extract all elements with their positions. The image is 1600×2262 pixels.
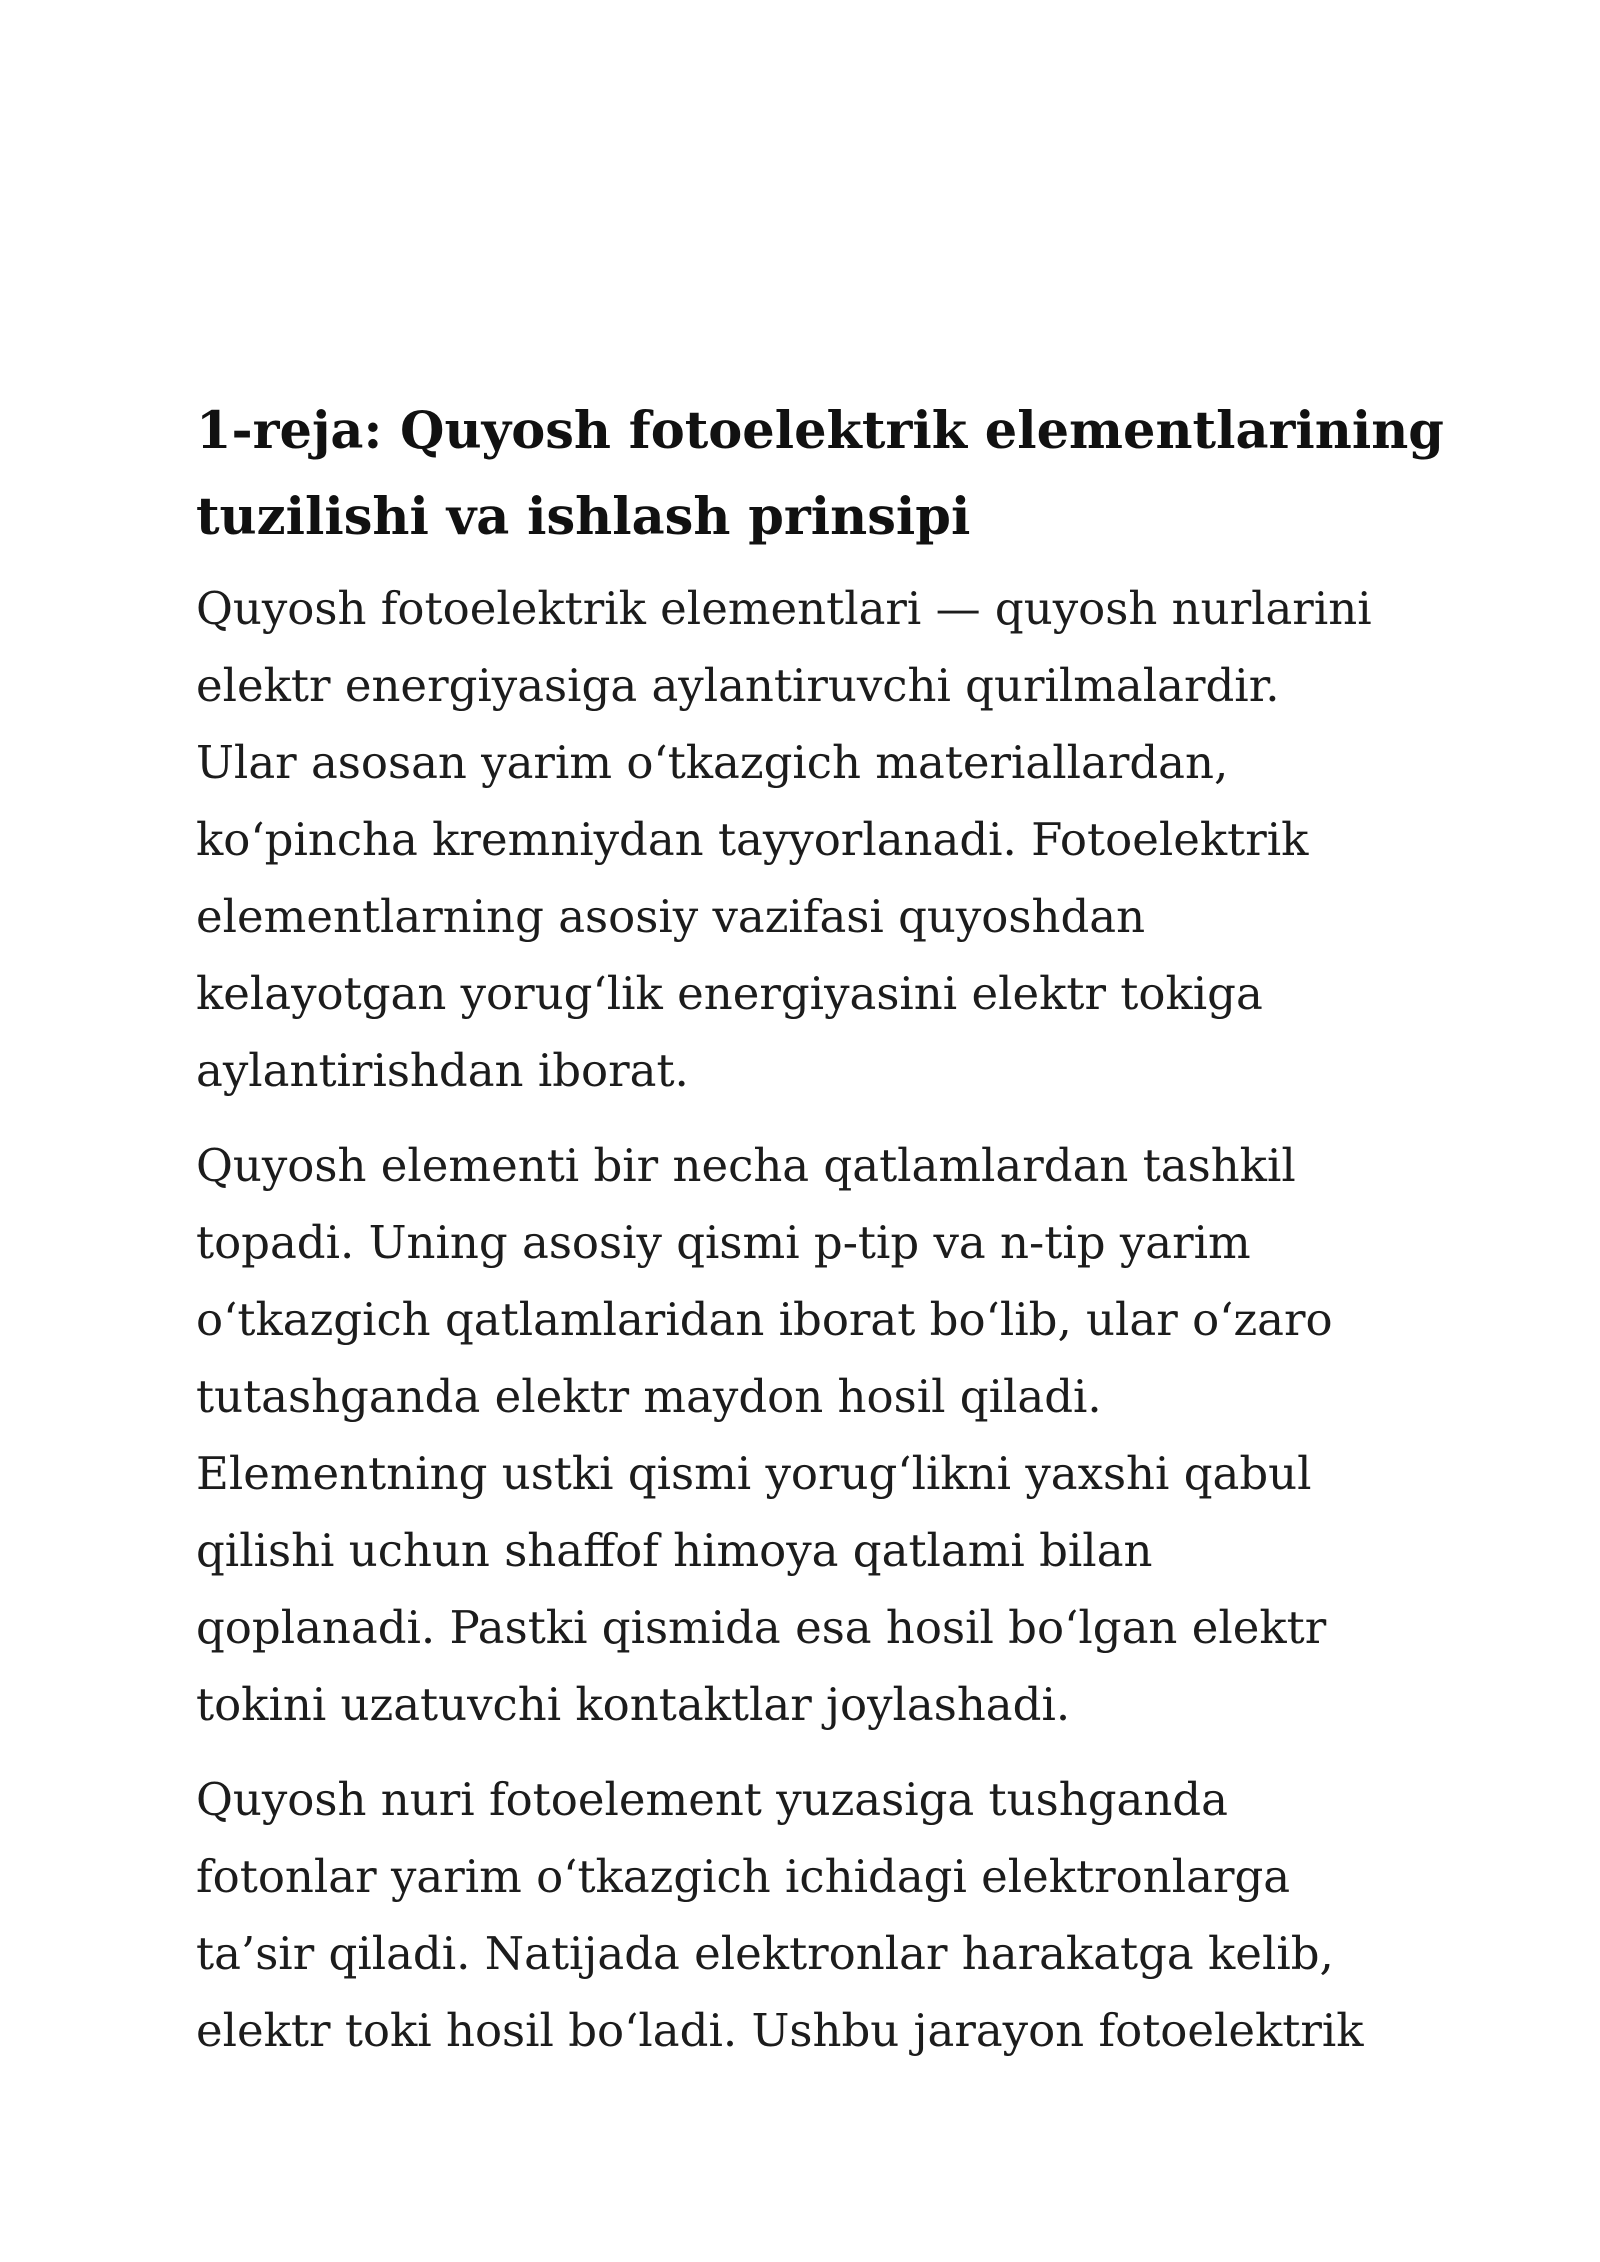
text-line: elektr toki hosil bo‘ladi. Ushbu jarayon fotoelektrik: [196, 2004, 1364, 2057]
text-line: aylantirishdan iborat.: [196, 1044, 689, 1097]
text-line: kelayotgan yorug‘lik energiyasini elektr tokiga: [196, 967, 1263, 1020]
text-line: ko‘pincha kremniydan tayyorlanadi. Fotoelektrik: [196, 813, 1309, 866]
title-line: tuzilishi va ishlash prinsipi: [196, 487, 971, 547]
text-line: Ular asosan yarim o‘tkazgich materiallardan,: [196, 736, 1229, 789]
text-line: Quyosh fotoelektrik elementlari — quyosh nurlarini: [196, 582, 1372, 635]
text-line: fotonlar yarim o‘tkazgich ichidagi elektronlarga: [196, 1850, 1291, 1903]
text-line: tokini uzatuvchi kontaktlar joylashadi.: [196, 1678, 1071, 1731]
paragraph-3: [196, 1761, 1436, 2069]
text-line: Elementning ustki qismi yorug‘likni yaxshi qabul: [196, 1447, 1312, 1500]
paragraph-2: [196, 1127, 1436, 1743]
title-line: 1-reja: Quyosh fotoelektrik elementlarining: [196, 401, 1444, 461]
document-page: [196, 388, 1444, 2087]
text-line: elementlarning asosiy vazifasi quyoshdan: [196, 890, 1146, 943]
text-line: ta’sir qiladi. Natijada elektronlar harakatga kelib,: [196, 1927, 1334, 1980]
text-line: o‘tkazgich qatlamlaridan iborat bo‘lib, ular o‘zaro: [196, 1293, 1333, 1346]
text-line: elektr energiyasiga aylantiruvchi qurilmalardir.: [196, 659, 1280, 712]
text-line: qilishi uchun shaffof himoya qatlami bilan: [196, 1524, 1153, 1577]
text-line: qoplanadi. Pastki qismida esa hosil bo‘lgan elektr: [196, 1601, 1327, 1654]
text-line: Quyosh elementi bir necha qatlamlardan tashkil: [196, 1139, 1296, 1192]
document-body: [196, 570, 1436, 2069]
paragraph-1: [196, 570, 1436, 1109]
text-line: Quyosh nuri fotoelement yuzasiga tushganda: [196, 1773, 1228, 1826]
text-line: topadi. Uning asosiy qismi p-tip va n-tip yarim: [196, 1216, 1251, 1269]
text-line: tutashganda elektr maydon hosil qiladi.: [196, 1370, 1102, 1423]
document-title: [196, 388, 1444, 560]
